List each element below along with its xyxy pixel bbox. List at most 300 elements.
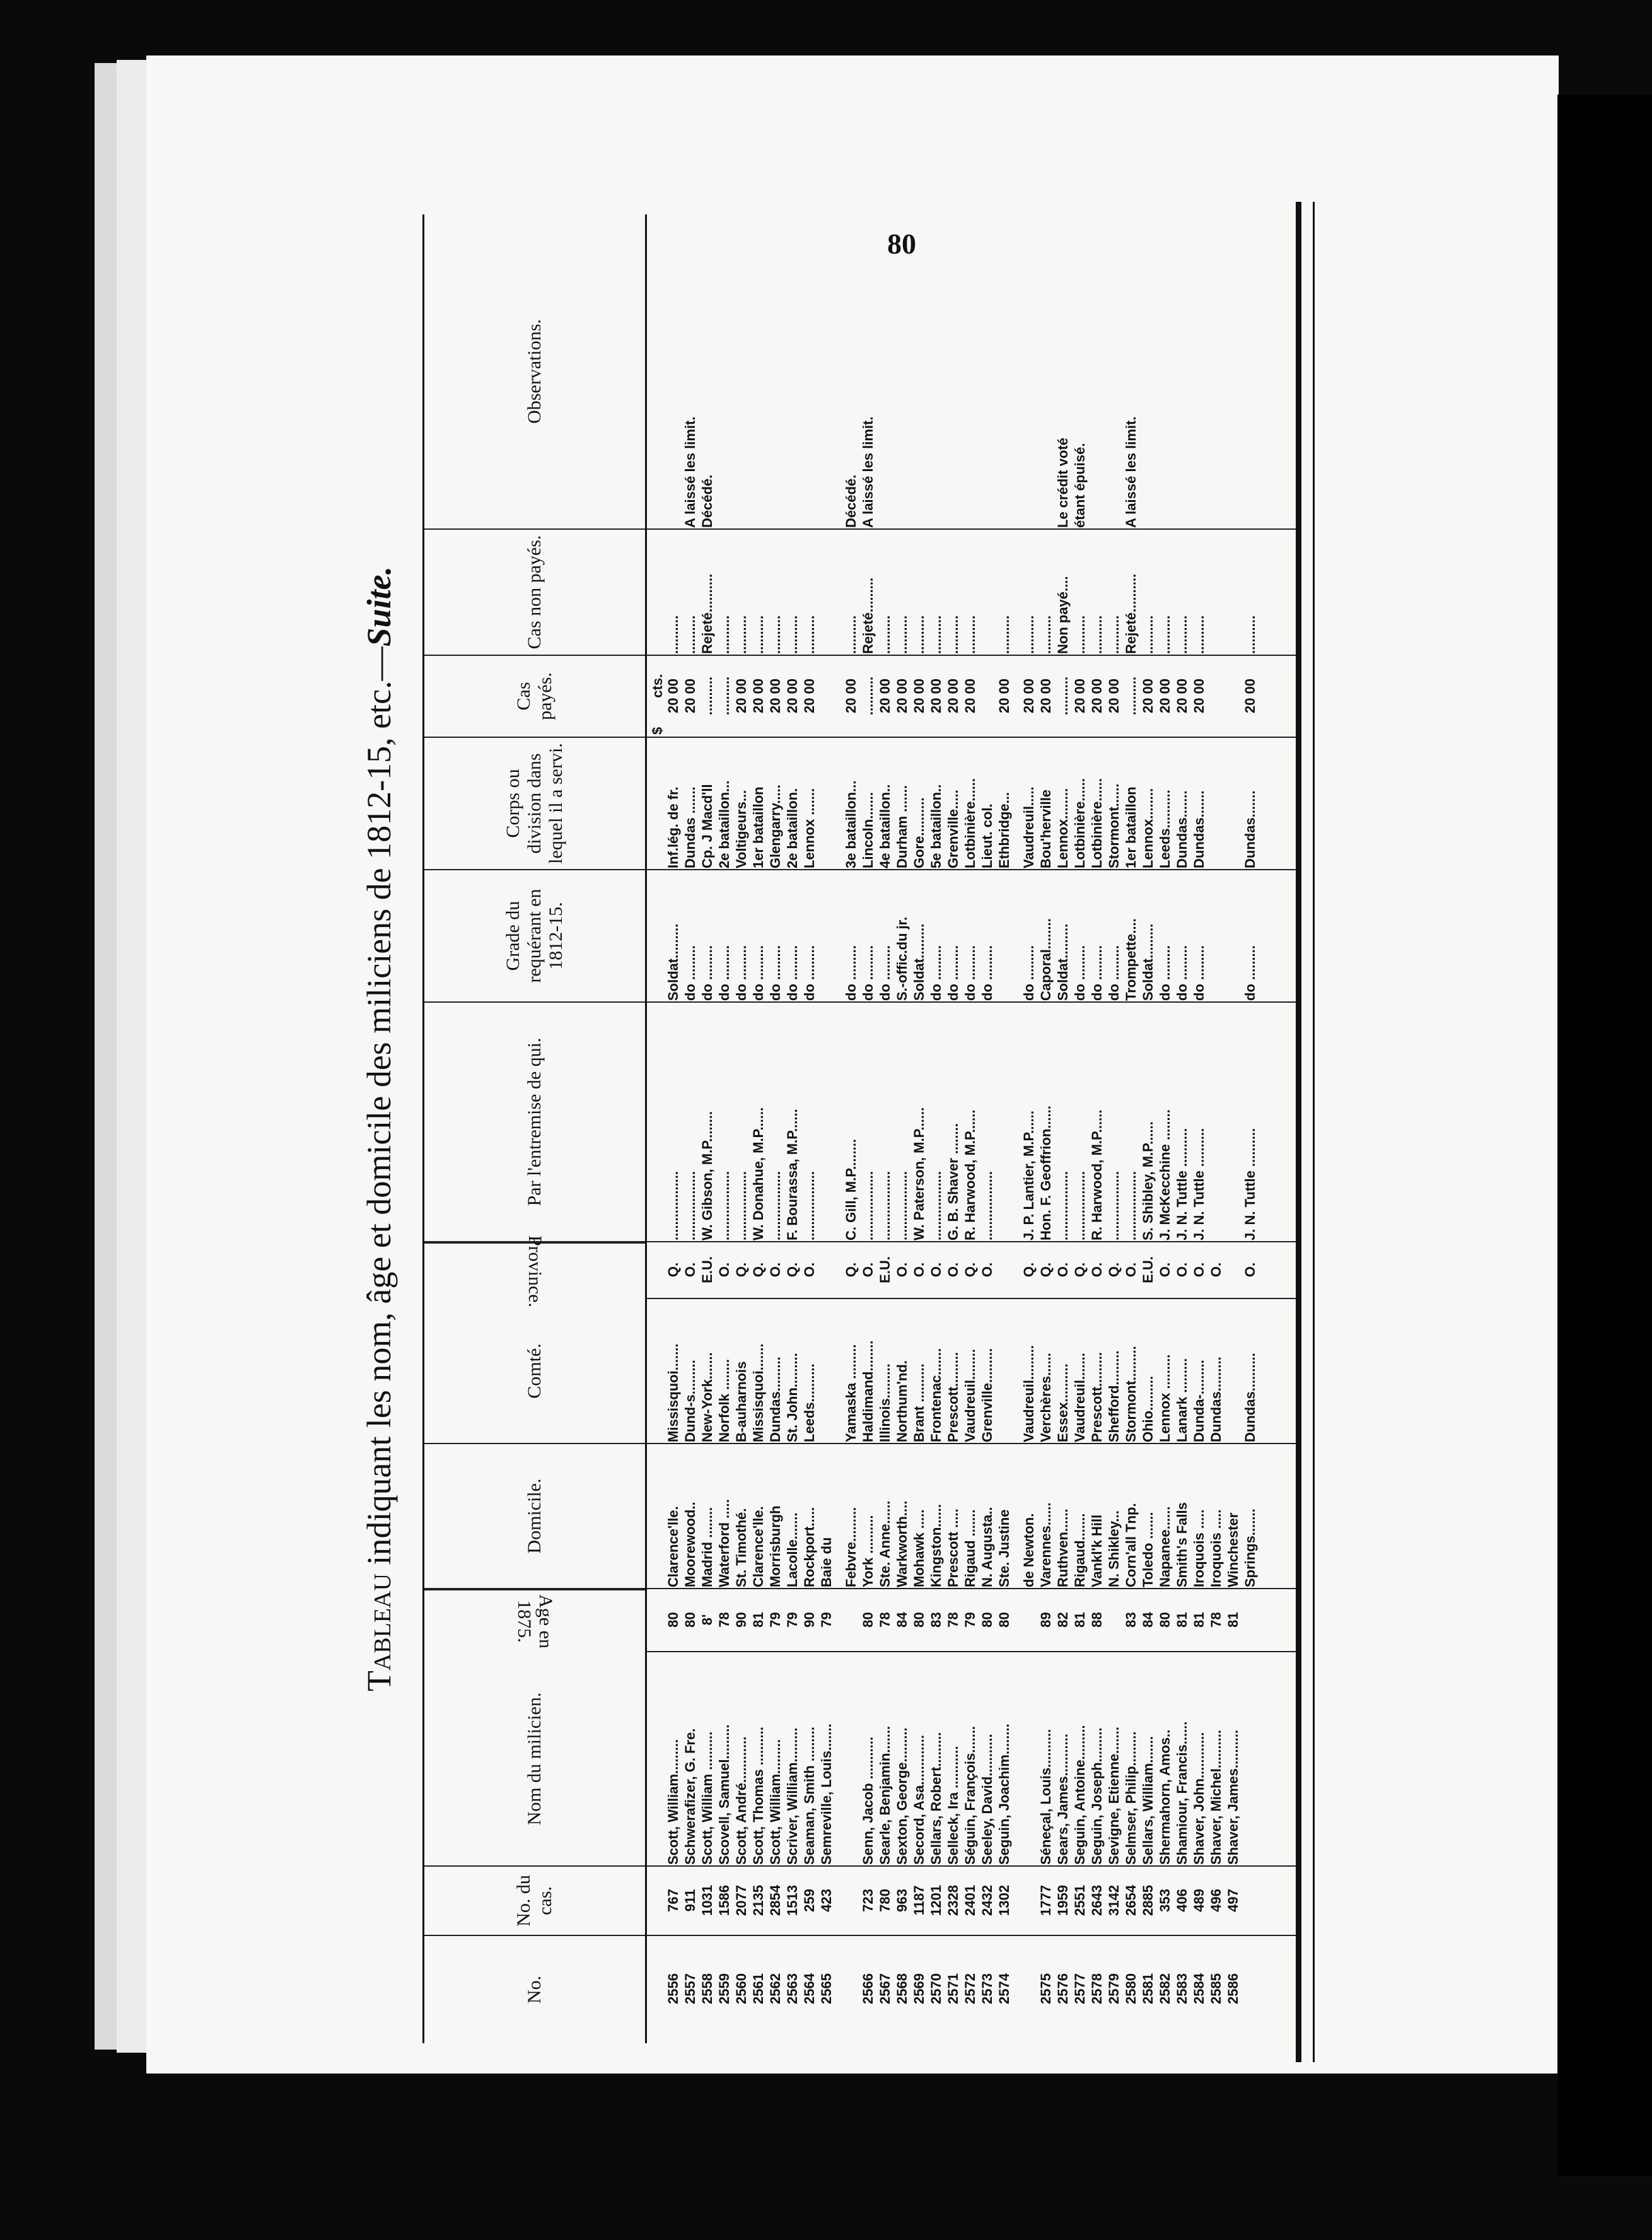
unpaid-status: Rejeté.........	[860, 577, 876, 654]
paid-amount: 20 00	[682, 678, 698, 714]
title-main: indiquant les nom, âge et domicile des miliciens de 1812-15, etc.—	[360, 646, 398, 1565]
province	[818, 1242, 834, 1299]
county: Ohio.........	[1140, 1375, 1156, 1442]
column-rule	[646, 1001, 1296, 1003]
paid-amount: 20 00	[767, 678, 783, 714]
intermediary: J. N. Tuttle ..........	[1191, 1128, 1207, 1240]
corps: Voltigeurs...	[733, 790, 749, 868]
header-province: Province.	[424, 1242, 645, 1299]
row-number: 2580	[1123, 1973, 1139, 2004]
intermediary: ..................	[1072, 1170, 1088, 1240]
paid-amount	[818, 656, 834, 738]
militia-name	[1242, 1652, 1258, 1867]
paid-amount: 20 00	[1140, 678, 1156, 714]
age-1875: 82	[1055, 1612, 1071, 1628]
rank: do .........	[750, 945, 766, 1001]
unpaid-status: ..........	[996, 615, 1012, 654]
observation	[979, 214, 995, 530]
corps: Lincoln.......	[860, 792, 876, 868]
rotated-table-region	[359, 214, 1557, 2043]
age-1875: 81	[1072, 1612, 1088, 1628]
domicile: Smith's Falls	[1174, 1502, 1190, 1587]
case-number: 1302	[996, 1885, 1012, 1916]
case-number	[1021, 1867, 1037, 1936]
age-1875: 83	[1123, 1612, 1139, 1628]
observation	[1191, 214, 1207, 530]
paid-amount: 20 00	[996, 678, 1012, 714]
paid-amount: 20 00	[1242, 678, 1258, 714]
unpaid-status: ..........	[665, 615, 681, 654]
age-1875: 88	[1089, 1612, 1105, 1628]
row-number: 2563	[784, 1973, 800, 2004]
intermediary: J. N. Tuttle ..........	[1174, 1128, 1190, 1240]
age-1875: 90	[733, 1612, 749, 1628]
table-title	[359, 214, 410, 2043]
province: Q.	[1038, 1262, 1054, 1278]
row-number: 2584	[1191, 1973, 1207, 2004]
militia-name: Scott, William ..........	[699, 1731, 715, 1865]
table-row	[733, 214, 749, 2043]
intermediary: W. Donahue, M.P......	[750, 1107, 766, 1240]
province	[996, 1242, 1012, 1299]
table-row	[1072, 214, 1088, 2043]
militia-name: Seguin, Antoine.........	[1072, 1725, 1088, 1865]
age-1875: 78	[945, 1612, 961, 1628]
table-row	[1225, 214, 1241, 2043]
observation	[1106, 214, 1122, 530]
table-row	[911, 214, 927, 2043]
paid-amount: 20 00	[894, 678, 910, 714]
corps: Bou'herville	[1038, 789, 1054, 868]
domicile: Rigaud .......	[962, 1509, 978, 1587]
observation	[1174, 214, 1190, 530]
case-number: 2885	[1140, 1885, 1156, 1916]
observation	[911, 214, 927, 530]
domicile: Morrisburgh	[767, 1505, 783, 1587]
corps: Leeds..........	[1157, 790, 1173, 868]
province: O.	[716, 1262, 732, 1278]
paid-amount: 20 00	[801, 678, 817, 714]
observation	[928, 214, 944, 530]
province: Q.	[733, 1262, 749, 1278]
row-number: 2577	[1072, 1973, 1088, 2004]
rank: do .........	[716, 945, 732, 1001]
observation	[996, 214, 1012, 530]
corps: Lotbinière......	[1072, 778, 1088, 868]
row-number	[1242, 1936, 1258, 2043]
rank	[996, 870, 1012, 1003]
province: Q.	[750, 1262, 766, 1278]
age-1875: 81	[1174, 1612, 1190, 1628]
row-number: 2556	[665, 1973, 681, 2004]
intermediary: G. B. Shaver ........	[945, 1123, 961, 1240]
militia-name: Scott, Thomas ..........	[750, 1727, 766, 1865]
intermediary: S. Shibley, M.P......	[1140, 1121, 1156, 1240]
paid-amount: 20 00	[1157, 678, 1173, 714]
intermediary	[996, 1003, 1012, 1242]
case-number: 2551	[1072, 1885, 1088, 1916]
rank: Soldat.........	[1055, 923, 1071, 1001]
column-rule	[646, 655, 1296, 656]
militia-name: Scott, William.........	[767, 1739, 783, 1865]
domicile: Ste. Justine	[996, 1509, 1012, 1587]
county: Dund-s.........	[682, 1360, 698, 1442]
intermediary: ..................	[1055, 1170, 1071, 1240]
age-1875: 81	[1191, 1612, 1207, 1628]
row-number: 2570	[928, 1973, 944, 2004]
unpaid-status: ..........	[1157, 615, 1173, 654]
militia-name: Seguin, Joachim........	[996, 1724, 1012, 1865]
paid-amount: 20 00	[945, 678, 961, 714]
corps: 5e bataillon..	[928, 784, 944, 868]
province: O.	[911, 1262, 927, 1278]
province: O.	[945, 1262, 961, 1278]
header-nom: Nom du milicien.	[424, 1652, 645, 1867]
unpaid-status: ..........	[1106, 615, 1122, 654]
unpaid-status: ..........	[1191, 615, 1207, 654]
header-cas-non-payes: Cas non payés.	[424, 530, 645, 656]
militia-name: Scott, William.........	[665, 1739, 681, 1865]
case-number: 489	[1191, 1889, 1207, 1912]
corps: 1er bataillon	[1123, 786, 1139, 868]
paid-amount	[979, 656, 995, 738]
intermediary: W. Gibson, M.P........	[699, 1111, 715, 1240]
domicile: Vankl'k Hill	[1089, 1514, 1105, 1587]
corps: 4e bataillon..	[877, 784, 893, 868]
row-number: 2562	[767, 1973, 783, 2004]
province: Q.	[784, 1262, 800, 1278]
age-1875: 79	[962, 1612, 978, 1628]
observation: Décédé.	[843, 474, 859, 528]
case-number: 497	[1225, 1889, 1241, 1912]
intermediary: ..................	[665, 1170, 681, 1240]
observation	[962, 214, 978, 530]
county: Leeds..........	[801, 1363, 817, 1442]
county: B-auharnois	[733, 1361, 749, 1442]
table-row	[877, 214, 893, 2043]
table-row	[996, 214, 1012, 2043]
militia-name: Seeley, David...........	[979, 1734, 995, 1865]
domicile: Lacolle.......	[784, 1512, 800, 1587]
row-number: 2560	[733, 1973, 749, 2004]
case-number: 2328	[945, 1885, 961, 1916]
rank: do .........	[962, 945, 978, 1001]
intermediary: ..................	[682, 1170, 698, 1240]
age-1875: 78	[716, 1612, 732, 1628]
province: O.	[979, 1262, 995, 1278]
observation	[1242, 214, 1258, 530]
age-1875: 80	[996, 1612, 1012, 1628]
corps: Dundas.......	[1191, 790, 1207, 868]
table-row	[979, 214, 995, 2043]
row-number: 2573	[979, 1973, 995, 2004]
corps: Stormont......	[1106, 783, 1122, 868]
unpaid-status	[1225, 530, 1241, 656]
paid-amount: 20 00	[1106, 678, 1122, 714]
corps	[818, 738, 834, 870]
table-row	[894, 214, 910, 2043]
province: O.	[928, 1262, 944, 1278]
currency-row	[649, 656, 666, 735]
province: E.U.	[1140, 1256, 1156, 1283]
militia-name: Semreville, Louis.......	[818, 1724, 834, 1865]
double-rule	[1296, 202, 1315, 2062]
intermediary: ..................	[860, 1170, 876, 1240]
case-number: 911	[682, 1889, 698, 1912]
rank: Soldat.........	[911, 923, 927, 1001]
case-number: 1187	[911, 1885, 927, 1916]
militia-name: Shaver, John............	[1191, 1732, 1207, 1865]
table-row	[962, 214, 978, 2043]
province: O.	[682, 1262, 698, 1278]
table-row	[860, 214, 876, 2043]
observation	[945, 214, 961, 530]
age-1875	[1021, 1589, 1037, 1652]
age-1875: 84	[894, 1612, 910, 1628]
militia-name: Shermahorn, Amos..	[1157, 1729, 1173, 1865]
county: Grenville.........	[979, 1348, 995, 1442]
paid-amount: 20 00	[1038, 678, 1054, 714]
row-number: 2576	[1055, 1973, 1071, 2004]
corps: Glengarry.....	[767, 785, 783, 868]
county	[1225, 1299, 1241, 1444]
province: Q.	[843, 1262, 859, 1278]
domicile: Ste. Anne......	[877, 1500, 893, 1587]
domicile: Moorewood..	[682, 1502, 698, 1587]
domicile: Springs.......	[1242, 1508, 1258, 1587]
militia-name: Selmser, Philip.........	[1123, 1731, 1139, 1865]
county: Dunda-.........	[1191, 1360, 1207, 1442]
county: Shefford.........	[1106, 1350, 1122, 1442]
corps: Gore..........	[911, 797, 927, 868]
row-number	[1021, 1936, 1037, 2043]
domicile: N. Shikley...	[1106, 1510, 1122, 1587]
domicile: Ruthven......	[1055, 1508, 1071, 1587]
province: O.	[1174, 1262, 1190, 1278]
paid-amount: 20 00	[1072, 678, 1088, 714]
observation	[1225, 214, 1241, 530]
age-1875: 79	[767, 1612, 783, 1628]
age-1875: 80	[665, 1612, 681, 1628]
corps: Vaudreuil.....	[1021, 786, 1037, 868]
unpaid-status: ..........	[1140, 615, 1156, 654]
corps: Lotbinière......	[1089, 778, 1105, 868]
row-number: 2583	[1174, 1973, 1190, 2004]
row-number: 2561	[750, 1973, 766, 2004]
column-rule	[646, 1865, 1296, 1867]
case-number: 2401	[962, 1885, 978, 1916]
corps: Cp. J Macd'll	[699, 784, 715, 868]
domicile: N. Augusta..	[979, 1507, 995, 1587]
case-number: 780	[877, 1889, 893, 1912]
table-row	[928, 214, 944, 2043]
table-row	[1174, 214, 1190, 2043]
row-number: 2557	[682, 1973, 698, 2004]
column-rule	[646, 1588, 1296, 1589]
unpaid-status	[818, 530, 834, 656]
militia-name: Shaver, James..........	[1225, 1729, 1241, 1865]
table-row	[767, 214, 783, 2043]
unpaid-status: ..........	[716, 615, 732, 654]
age-1875: 78	[1208, 1612, 1224, 1628]
table-row	[716, 214, 732, 2043]
header-domicile: Domicile.	[424, 1444, 645, 1589]
corps: Dundas.......	[1242, 790, 1258, 868]
unpaid-status: ..........	[1089, 615, 1105, 654]
rank: do .........	[699, 945, 715, 1001]
county: Lennox .........	[1157, 1354, 1173, 1442]
county: Vaudreuil.........	[1021, 1345, 1037, 1442]
militia-name: Searle, Benjamin.......	[877, 1725, 893, 1865]
rank: do .........	[1089, 945, 1105, 1001]
observation	[801, 214, 817, 530]
intermediary: R. Harwood, M.P......	[1089, 1109, 1105, 1240]
currency-cts: cts.	[649, 674, 665, 698]
intermediary: F. Bourassa, M.P......	[784, 1109, 800, 1240]
county: Prescott.........	[945, 1351, 961, 1442]
rank	[1225, 870, 1241, 1003]
observation	[767, 214, 783, 530]
paid-amount: ..........	[860, 676, 876, 716]
case-number: 723	[860, 1889, 876, 1912]
case-number: 1031	[699, 1885, 715, 1916]
domicile: Toledo .......	[1140, 1512, 1156, 1587]
militia-name	[843, 1652, 859, 1867]
militia-name: Sevigne, Etienne.......	[1106, 1727, 1122, 1865]
observation: A laissé les limit.	[860, 416, 876, 528]
table-row	[1242, 214, 1258, 2043]
intermediary: ..................	[928, 1170, 944, 1240]
militia-name: Séneçal, Louis..........	[1038, 1729, 1054, 1865]
paid-amount: ..........	[716, 676, 732, 716]
table-row	[1208, 214, 1224, 2043]
table-row	[1021, 214, 1037, 2043]
militia-name: Seaman, Smith .........	[801, 1727, 817, 1865]
table-row	[843, 214, 859, 2043]
domicile: Varennes......	[1038, 1502, 1054, 1587]
column-rule	[646, 737, 1296, 738]
column-rule	[646, 869, 1296, 870]
age-1875: 83	[928, 1612, 944, 1628]
observation	[1038, 214, 1054, 530]
province: E.U.	[699, 1256, 715, 1283]
province: E.U.	[877, 1256, 893, 1283]
intermediary: Hon. F. Geoffrion......	[1038, 1105, 1054, 1240]
rank	[1208, 870, 1224, 1003]
unpaid-status: ..........	[877, 615, 893, 654]
militia-name: Senn, Jacob ...........	[860, 1737, 876, 1865]
militia-name: Sellars, Robert.........	[928, 1732, 944, 1865]
rank: Soldat.........	[665, 923, 681, 1001]
table-row	[801, 214, 817, 2043]
intermediary: W. Paterson, M.P......	[911, 1107, 927, 1240]
domicile: Rockport.....	[801, 1507, 817, 1587]
rank	[818, 870, 834, 1003]
unpaid-status	[979, 530, 995, 656]
unpaid-status	[1208, 530, 1224, 656]
table-row	[784, 214, 800, 2043]
corps	[1225, 738, 1241, 870]
unpaid-status: ..........	[928, 615, 944, 654]
domicile: York ..........	[860, 1515, 876, 1587]
case-number: 2643	[1089, 1885, 1105, 1916]
binding-shadow	[1557, 95, 1652, 2176]
table-row	[699, 214, 715, 2043]
province: Q.	[962, 1262, 978, 1278]
militia-name: Selleck, Ira ...........	[945, 1746, 961, 1865]
paid-amount: ..........	[699, 676, 715, 716]
unpaid-status: ..........	[750, 615, 766, 654]
observation	[818, 214, 834, 530]
unpaid-status: ..........	[733, 615, 749, 654]
rank: do .........	[682, 945, 698, 1001]
row-number: 2565	[818, 1973, 834, 2004]
case-number: 353	[1157, 1889, 1173, 1912]
militia-name: Sears, James...........	[1055, 1734, 1071, 1865]
observation: Décédé.	[699, 474, 715, 528]
rank: do .........	[801, 945, 817, 1001]
table-row	[682, 214, 698, 2043]
county: Missisquoi.......	[665, 1343, 681, 1442]
unpaid-status: ..........	[1038, 615, 1054, 654]
province: Q.	[1072, 1262, 1088, 1278]
title-suite: Suite.	[360, 566, 398, 647]
domicile: Iroquois .....	[1191, 1509, 1207, 1587]
rank: do .........	[860, 945, 876, 1001]
intermediary: ..................	[894, 1170, 910, 1240]
age-1875: 80	[682, 1612, 698, 1628]
intermediary: ..................	[877, 1170, 893, 1240]
militia-name: Scott, André............	[733, 1736, 749, 1865]
domicile: Napanee......	[1157, 1506, 1173, 1587]
intermediary: J. P. Lantier, M.P......	[1021, 1111, 1037, 1240]
age-1875: 89	[1038, 1612, 1054, 1628]
county: Essex..........	[1055, 1363, 1071, 1442]
row-number: 2578	[1089, 1973, 1105, 2004]
unpaid-status: ..........	[1021, 615, 1037, 654]
county: St. John.........	[784, 1353, 800, 1442]
rank: do .........	[733, 945, 749, 1001]
rank: do .........	[979, 945, 995, 1001]
rank: S.-offic.du jr.	[894, 916, 910, 1001]
county: Verchères......	[1038, 1353, 1054, 1442]
case-number	[843, 1867, 859, 1936]
intermediary: ..................	[716, 1170, 732, 1240]
intermediary: J. McKecchine ........	[1157, 1109, 1173, 1240]
row-number: 2568	[894, 1973, 910, 2004]
observation	[784, 214, 800, 530]
paid-amount: 20 00	[843, 678, 859, 714]
militia-name: Shaver, Michel..........	[1208, 1730, 1224, 1865]
case-number: 1201	[928, 1885, 944, 1916]
age-1875: 79	[784, 1612, 800, 1628]
corps: Lieut. col.	[979, 803, 995, 868]
header-cas-payes: Cas payés.	[424, 656, 645, 738]
age-1875: 78	[877, 1612, 893, 1628]
rank: Trompette....	[1123, 918, 1139, 1001]
table-row	[1055, 214, 1071, 2043]
province: O.	[1055, 1262, 1071, 1278]
case-number: 1513	[784, 1885, 800, 1916]
rank: do .........	[928, 945, 944, 1001]
case-number: 406	[1174, 1889, 1190, 1912]
county: Brant ..........	[911, 1363, 927, 1442]
county: Northum'nd.	[894, 1360, 910, 1442]
column-rule	[646, 1443, 1296, 1444]
row-number: 2559	[716, 1973, 732, 2004]
row-number: 2572	[962, 1973, 978, 2004]
paid-amount: 20 00	[877, 678, 893, 714]
